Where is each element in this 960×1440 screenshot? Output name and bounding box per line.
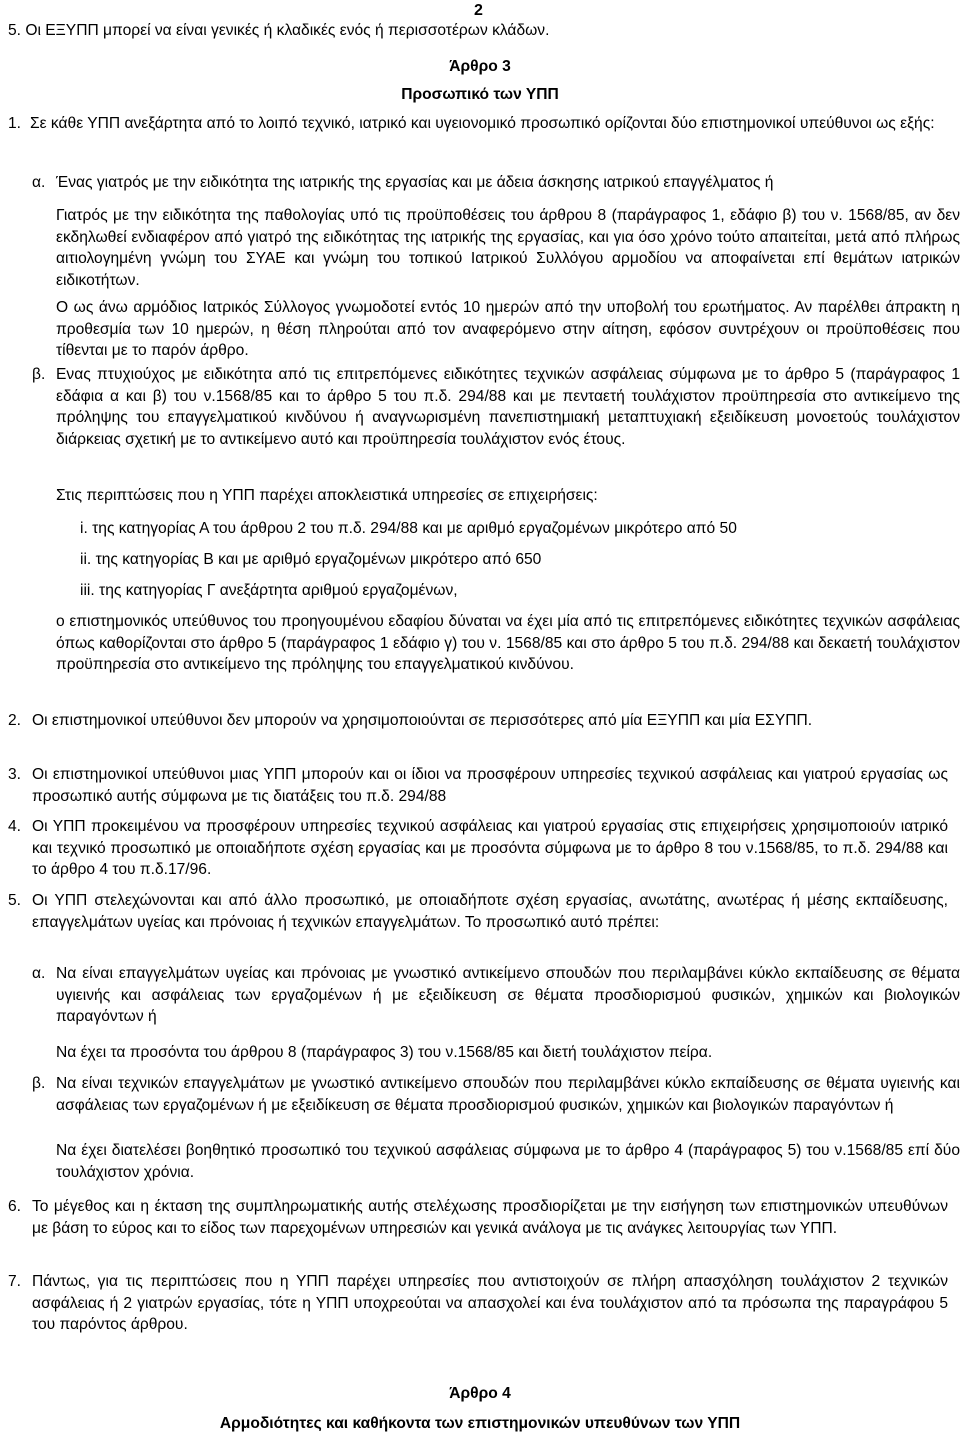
paragraph-2-text: Οι επιστημονικοί υπεύθυνοι δεν μπορούν να χρησιμοποιούνται σε περισσότερες από μία ΕΞΥΠΠ και μία ΕΣΥΠΠ. xyxy=(32,712,813,729)
case-i: i. της κατηγορίας Α του άρθρου 2 του π.δ. 294/88 και με αριθμό εργαζομένων μικρότερο από 50 xyxy=(80,520,737,537)
paragraph-1a-label: α. xyxy=(32,174,46,191)
paragraph-4-text: Οι ΥΠΠ προκειμένου να προσφέρουν υπηρεσίες τεχνικού ασφάλειας και γιατρού εργασίας στις επιχειρήσεις χρησιμοποιούν ιατρικό και τεχνικό προσωπικό με οποιαδήποτε σχέση εργασίας και με προσόντα σύμφωνα με το άρθρο 8 του ν.1568/85, το π.δ. 294/88 και το άρθρο 4 του π.δ.17/96. xyxy=(32,818,948,878)
case-iii: iii. της κατηγορίας Γ ανεξάρτητα αριθμού εργαζομένων, xyxy=(80,582,458,599)
paragraph-5a-text: Να είναι επαγγελμάτων υγείας και πρόνοιας με γνωστικό αντικείμενο σπουδών που περιλαμβάνει κύκλο εκπαίδευσης σε θέματα υγιεινής και ασφάλειας των εργαζομένων ή με εξειδίκευση σε θέματα προσδιορισμού φυσικών, χημικών και βιολογικών παραγόντων ή xyxy=(56,965,960,1025)
paragraph-1b-label: β. xyxy=(32,366,46,383)
article-3-subtitle: Προσωπικό των ΥΠΠ xyxy=(401,86,559,103)
article-3-title: Άρθρο 3 xyxy=(449,58,511,75)
paragraph-7-number: 7. xyxy=(8,1273,22,1290)
paragraph-4-number: 4. xyxy=(8,818,22,835)
paragraph-5b-alternative: Να έχει διατελέσει βοηθητικό προσωπικό του τεχνικού ασφάλειας σύμφωνα με το άρθρο 4 (παράγραφος 5) του ν.1568/85 επί δύο τουλάχιστον χρόνια. xyxy=(56,1142,960,1181)
paragraph-5-number: 5. xyxy=(8,892,22,909)
paragraph-5-text: Οι ΥΠΠ στελεχώνονται και από άλλο προσωπικό, με οποιαδήποτε σχέση εργασίας, ανωτάτης, ανωτέρας ή μέσης εκπαίδευσης, επαγγελμάτων υγείας και πρόνοιας ή τεχνικών επαγγελμάτων. Το προσωπικό αυτό πρέπει: xyxy=(32,892,948,931)
page-number: 2 xyxy=(474,2,483,19)
cases-conclusion: ο επιστημονικός υπεύθυνος του προηγουμένου εδαφίου δύναται να έχει μία από τις επιτρεπόμενες ειδικότητες τεχνικών ασφάλειας όπως καθορίζονται στο άρθρο 5 (παράγραφος 1 εδάφιο γ) του ν. 1568/85 και στο άρθρο 5 του π.δ. 294/88 και δεκαετή τουλάχιστον προϋπηρεσία στο αντικείμενο της πρόληψης του επαγγελματικού κινδύνου. xyxy=(56,613,960,673)
paragraph-5b-text: Να είναι τεχνικών επαγγελμάτων με γνωστικό αντικείμενο σπουδών που περιλαμβάνει κύκλο εκπαίδευσης σε θέματα υγιεινής και ασφάλειας των εργαζομένων ή με εξειδίκευση σε θέματα προσδιορισμού φυσικών, χημικών και βιολογικών παραγόντων ή xyxy=(56,1075,960,1114)
cases-intro: Στις περιπτώσεις που η ΥΠΠ παρέχει αποκλειστικά υπηρεσίες σε επιχειρήσεις: xyxy=(56,487,598,504)
paragraph-6-text: Το μέγεθος και η έκταση της συμπληρωματικής αυτής στελέχωσης προσδιορίζεται με την εισήγηση των επιστημονικών υπευθύνων με βάση το εύρος και το είδος των παρεχομένων υπηρεσιών και γενικά ανάλογα με τις ανάγκες λειτουργίας των ΥΠΠ. xyxy=(32,1198,948,1237)
paragraph-3-number: 3. xyxy=(8,766,22,783)
article-4-title: Άρθρο 4 xyxy=(449,1385,511,1402)
paragraph-7-text: Πάντως, για τις περιπτώσεις που η ΥΠΠ παρέχει υπηρεσίες που αντιστοιχούν σε πλήρη απασχόληση τουλάχιστον 2 τεχνικών ασφάλειας ή 2 γιατρών εργασίας, τότε η ΥΠΠ υποχρεούται να απασχολεί και ένα τουλάχιστον από τα πρόσωπα της παραγράφου 5 του παρόντος άρθρου. xyxy=(32,1273,948,1333)
paragraph-3-text: Οι επιστημονικοί υπεύθυνοι μιας ΥΠΠ μπορούν και οι ίδιοι να προσφέρουν υπηρεσίες τεχνικού ασφάλειας και γιατρού εργασίας ως προσωπικό αυτής σύμφωνα με τις διατάξεις του π.δ. 294/88 xyxy=(32,766,948,805)
paragraph-6-number: 6. xyxy=(8,1198,22,1215)
case-ii: ii. της κατηγορίας Β και με αριθμό εργαζομένων μικρότερο από 650 xyxy=(80,551,542,568)
paragraph-5a-alternative: Να έχει τα προσόντα του άρθρου 8 (παράγραφος 3) του ν.1568/85 και διετή τουλάχιστον πείρα. xyxy=(56,1044,713,1061)
paragraph-1a-text: Ένας γιατρός με την ειδικότητα της ιατρικής της εργασίας και με άδεια άσκησης ιατρικού επαγγέλματος ή xyxy=(56,174,774,191)
paragraph-2-number: 2. xyxy=(8,712,22,729)
article-3-previous-paragraph-5: 5. Οι ΕΞΥΠΠ μπορεί να είναι γενικές ή κλαδικές ενός ή περισσοτέρων κλάδων. xyxy=(8,22,550,39)
paragraph-5b-label: β. xyxy=(32,1075,46,1092)
paragraph-1-text: Σε κάθε ΥΠΠ ανεξάρτητα από το λοιπό τεχνικό, ιατρικό και υγειονομικό προσωπικό ορίζονται δύο επιστημονικοί υπεύθυνοι ως εξής: xyxy=(30,115,935,132)
article-4-subtitle: Αρμοδιότητες και καθήκοντα των επιστημονικών υπευθύνων των ΥΠΠ xyxy=(219,1415,741,1432)
paragraph-5a-label: α. xyxy=(32,965,46,982)
paragraph-1b-text: Ενας πτυχιούχος με ειδικότητα από τις επιτρεπόμενες ειδικότητες τεχνικών ασφάλειας σύμφωνα με το άρθρο 5 (παράγραφος 1 εδάφια α και β) του ν.1568/85 και το άρθρο 5 του π.δ. 294/88 και με πενταετή τουλάχιστον προϋπηρεσία στο αντικείμενο της πρόληψης του επαγγελματικού κινδύνου ή αναγνωρισμένη πανεπιστημιακή μεταπτυχιακή εξειδίκευση μονοετούς τουλάχιστον διάρκειας σχετική με το αντικείμενο αυτό και προϋπηρεσία τουλάχιστον ενός έτους. xyxy=(56,366,960,448)
paragraph-1a-opinion-deadline: Ο ως άνω αρμόδιος Ιατρικός Σύλλογος γνωμοδοτεί εντός 10 ημερών από την υποβολή του ερωτήματος. Αν παρέλθει άπρακτη η προθεσμία των 10 ημερών, η θέση πληρούται από τον αναφερόμενο στην αίτηση, εφόσον συντρέχουν οι προϋποθέσεις που τίθενται με το παρόν άρθρο. xyxy=(56,299,960,359)
paragraph-1a-alternative: Γιατρός με την ειδικότητα της παθολογίας υπό τις προϋποθέσεις του άρθρου 8 (παράγραφος 1, εδάφιο β) του ν. 1568/85, αν δεν εκδηλωθεί ενδιαφέρον από γιατρό της ειδικότητας της ιατρικής της εργασίας, και για όσο χρόνο τούτο απαιτείται, μετά από πλήρως αιτιολογημένη γνώμη του ΣΥΑΕ και γνώμη του τοπικού Ιατρικού Συλλόγου αρμοδίου να αποφαίνεται επί θεμάτων ιατρικών ειδικοτήτων. xyxy=(56,207,960,289)
paragraph-1-number: 1. xyxy=(8,115,22,132)
